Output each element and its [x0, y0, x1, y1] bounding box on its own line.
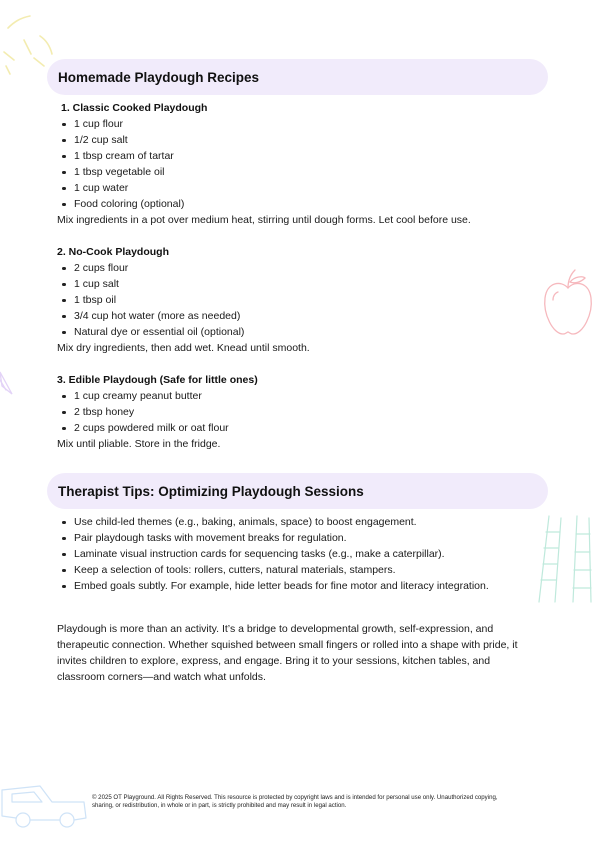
list-item: 1 cup flour [58, 116, 184, 132]
list-item: Embed goals subtly. For example, hide letter beads for fine motor and literacy integration. [58, 578, 498, 594]
list-item: 2 cups flour [58, 260, 244, 276]
list-item: Laminate visual instruction cards for sequencing tasks (e.g., make a caterpillar). [58, 546, 498, 562]
list-item: 1 cup salt [58, 276, 244, 292]
list-item: 1/2 cup salt [58, 132, 184, 148]
list-item: 1 tbsp vegetable oil [58, 164, 184, 180]
closing-paragraph: Playdough is more than an activity. It’s a bridge to developmental growth, self-expression, and therapeutic connection. Whether squished between small fingers or rolled into a shape with pride, it invites children to explore, express, and engage. Bring it to your sessions, kitchen tables, and classroom corners—and watch what unfolds. [57, 623, 518, 683]
list-item: 1 tbsp cream of tartar [58, 148, 184, 164]
pencil-icon [0, 368, 16, 402]
ladder-icon [533, 512, 595, 604]
copyright-footer: © 2025 OT Playground. All Rights Reserved. This resource is protected by copyright laws and is intended for personal use only. Unauthorized copying, sharing, or redistribution, in whole or in part, is strictly prohibited and may result in legal action. [92, 794, 498, 809]
recipe-instructions: Mix dry ingredients, then add wet. Knead until smooth. [57, 342, 310, 354]
tips-list [58, 514, 498, 594]
list-item: Natural dye or essential oil (optional) [58, 324, 244, 340]
ingredient-list [58, 116, 184, 212]
recipes-section-header: Homemade Playdough Recipes [47, 59, 548, 95]
ingredient-list [58, 260, 244, 340]
tips-section-header: Therapist Tips: Optimizing Playdough Sessions [47, 473, 548, 509]
list-item: 2 tbsp honey [58, 404, 229, 420]
recipe-instructions: Mix until pliable. Store in the fridge. [57, 438, 221, 450]
list-item: Keep a selection of tools: rollers, cutters, natural materials, stampers. [58, 562, 498, 578]
list-item: Use child-led themes (e.g., baking, animals, space) to boost engagement. [58, 514, 498, 530]
ingredient-list [58, 388, 229, 436]
list-item: 2 cups powdered milk or oat flour [58, 420, 229, 436]
recipe-instructions: Mix ingredients in a pot over medium heat, stirring until dough forms. Let cool before use. [57, 214, 471, 226]
recipe-title: 2. No-Cook Playdough [57, 246, 170, 258]
list-item: 1 tbsp oil [58, 292, 244, 308]
list-item: 3/4 cup hot water (more as needed) [58, 308, 244, 324]
apple-icon [541, 268, 595, 340]
list-item: 1 cup water [58, 180, 184, 196]
recipe-title: 3. Edible Playdough (Safe for little ones) [57, 374, 258, 386]
truck-icon [0, 772, 92, 832]
list-item: 1 cup creamy peanut butter [58, 388, 229, 404]
list-item: Food coloring (optional) [58, 196, 184, 212]
list-item: Pair playdough tasks with movement breaks for regulation. [58, 530, 498, 546]
recipe-title: 1. Classic Cooked Playdough [61, 102, 208, 114]
